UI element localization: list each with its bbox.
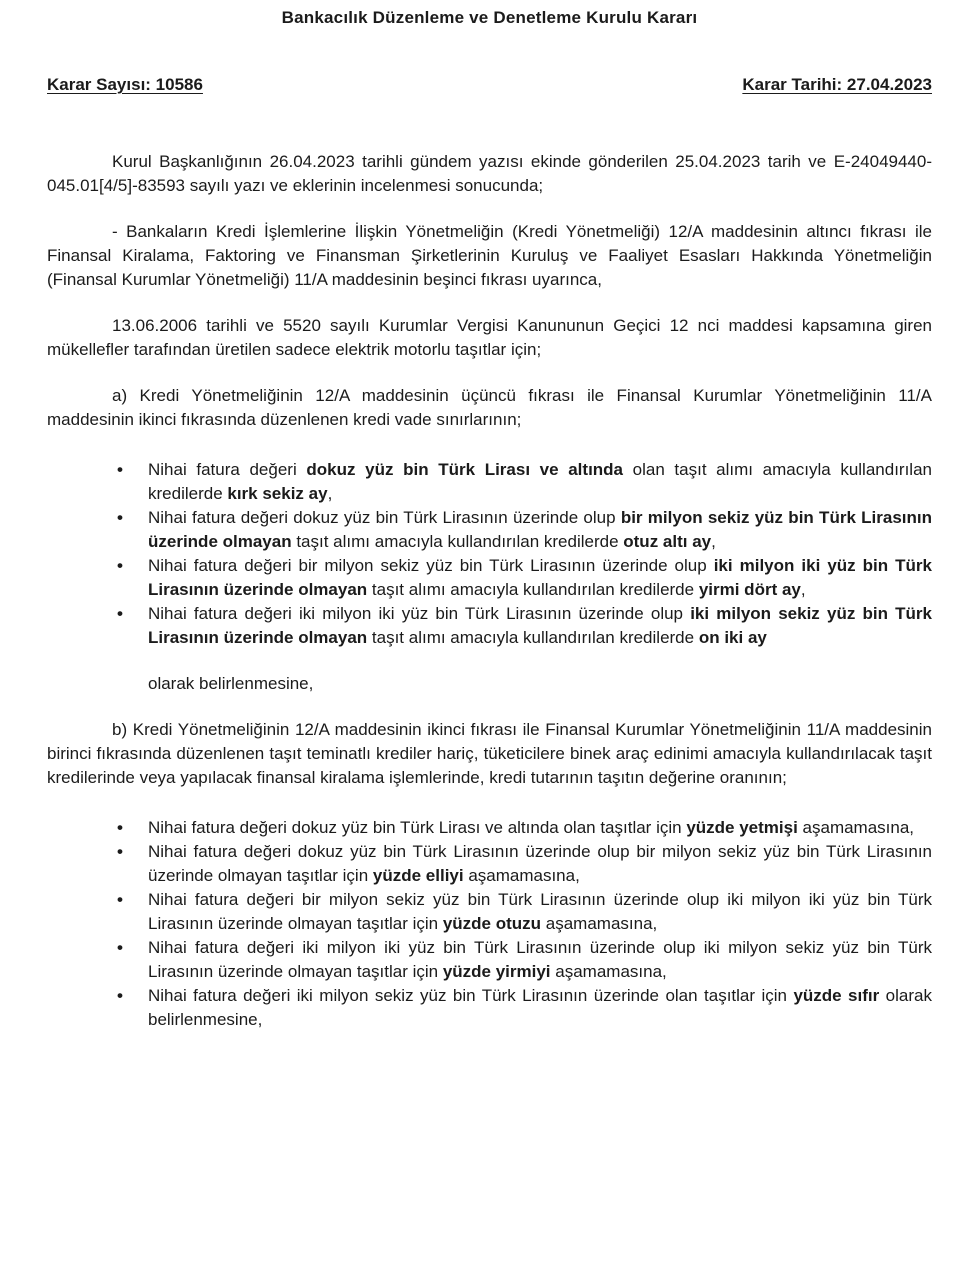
list-item-text: Nihai fatura değeri iki milyon iki yüz bin Türk Lirasının üzerinde olup iki milyon sekiz yüz bin Türk Lirasının üzerinde olmayan taşıtlar için yüzde yirmiyi aşamamasına,	[148, 938, 932, 981]
decision-date: Karar Tarihi: 27.04.2023	[742, 75, 932, 94]
list-item-text: Nihai fatura değeri dokuz yüz bin Türk Lirasının üzerinde olup bir milyon sekiz yüz bin Türk Lirasının üzerinde olmayan taşıtlar için yüzde elliyi aşamamasına,	[148, 842, 932, 885]
list-item-maturity-36	[47, 506, 932, 554]
regulation-reference-paragraph: - Bankaların Kredi İşlemlerine İlişkin Yönetmeliğin (Kredi Yönetmeliği) 12/A maddesinin altıncı fıkrası ile Finansal Kiralama, Faktoring ve Finansman Şirketlerinin Kuruluş ve Faaliyet Esasları Hakkında Yönetmeliğin (Finansal Kurumlar Yönetmeliği) 11/A maddesinin beşinci fıkrası uyarınca,	[47, 222, 932, 289]
bullet-icon: •	[117, 890, 123, 909]
list-item-maturity-48	[47, 458, 932, 506]
list-item-text: Nihai fatura değeri iki milyon sekiz yüz bin Türk Lirasının üzerinde olan taşıtlar için yüzde sıfır olarak belirlenmesine,	[148, 986, 932, 1029]
bullet-icon: •	[117, 986, 123, 1005]
decision-meta-row	[47, 73, 932, 97]
list-item-ltv-70	[47, 816, 932, 840]
item-a-closing: olarak belirlenmesine,	[148, 674, 314, 693]
list-item-maturity-24	[47, 554, 932, 602]
list-item-text: Nihai fatura değeri bir milyon sekiz yüz bin Türk Lirasının üzerinde olup iki milyon iki yüz bin Türk Lirasının üzerinde olmayan taşıtlar için yüzde otuzu aşamamasına,	[148, 890, 932, 933]
list-item-ltv-20	[47, 936, 932, 984]
document-title: Bankacılık Düzenleme ve Denetleme Kurulu Kararı	[281, 8, 698, 27]
bullet-icon: •	[117, 818, 123, 837]
scope-paragraph: 13.06.2006 tarihli ve 5520 sayılı Kurumlar Vergisi Kanununun Geçici 12 nci maddesi kapsamına giren mükellefler tarafından üretilen sadece elektrik motorlu taşıtlar için;	[47, 316, 932, 359]
decision-number: Karar Sayısı: 10586	[47, 75, 203, 94]
item-a-paragraph: a) Kredi Yönetmeliğinin 12/A maddesinin üçüncü fıkrası ile Finansal Kurumlar Yönetmeliğinin 11/A maddesinin ikinci fıkrasında düzenlenen kredi vade sınırlarının;	[47, 386, 932, 429]
maturity-limits-list	[47, 458, 932, 650]
bullet-icon: •	[117, 508, 123, 527]
ltv-limits-list	[47, 816, 932, 1032]
item-b-paragraph: b) Kredi Yönetmeliğinin 12/A maddesinin ikinci fıkrası ile Finansal Kurumlar Yönetmeliğinin 11/A maddesinin birinci fıkrasında düzenlenen taşıt teminatlı krediler hariç, tüketicilere binek araç edinimi amacıyla kullandırılacak taşıt kredilerinde veya yapılacak finansal kiralama işlemlerinde, kredi tutarının taşıtın değerine oranının;	[47, 720, 932, 787]
list-item-text: Nihai fatura değeri dokuz yüz bin Türk Lirasının üzerinde olup bir milyon sekiz yüz bin Türk Lirasının üzerinde olmayan taşıt alımı amacıyla kullandırılan kredilerde otuz altı ay,	[148, 508, 933, 551]
bullet-icon: •	[117, 604, 123, 623]
list-item-text: Nihai fatura değeri dokuz yüz bin Türk Lirası ve altında olan taşıtlar için yüzde yetmişi aşamamasına,	[148, 818, 915, 837]
list-item-text: Nihai fatura değeri bir milyon sekiz yüz bin Türk Lirasının üzerinde olup iki milyon iki yüz bin Türk Lirasının üzerinde olmayan taşıt alımı amacıyla kullandırılan kredilerde yirmi dört ay,	[148, 556, 932, 599]
list-item-ltv-30	[47, 888, 932, 936]
bullet-icon: •	[117, 460, 123, 479]
intro-paragraph: Kurul Başkanlığının 26.04.2023 tarihli gündem yazısı ekinde gönderilen 25.04.2023 tarih ve E-24049440-045.01[4/5]-83593 sayılı yazı ve eklerinin incelenmesi sonucunda;	[47, 152, 932, 195]
list-item-ltv-0	[47, 984, 932, 1032]
bullet-icon: •	[117, 842, 123, 861]
bullet-icon: •	[117, 556, 123, 575]
list-item-text: Nihai fatura değeri iki milyon iki yüz bin Türk Lirasının üzerinde olup iki milyon sekiz yüz bin Türk Lirasının üzerinde olmayan taşıt alımı amacıyla kullandırılan kredilerde on iki ay	[148, 604, 933, 647]
list-item-maturity-12	[47, 602, 932, 650]
list-item-ltv-50	[47, 840, 932, 888]
list-item-text: Nihai fatura değeri dokuz yüz bin Türk Lirası ve altında olan taşıt alımı amacıyla kullandırılan kredilerde kırk sekiz ay,	[148, 460, 932, 503]
bullet-icon: •	[117, 938, 123, 957]
